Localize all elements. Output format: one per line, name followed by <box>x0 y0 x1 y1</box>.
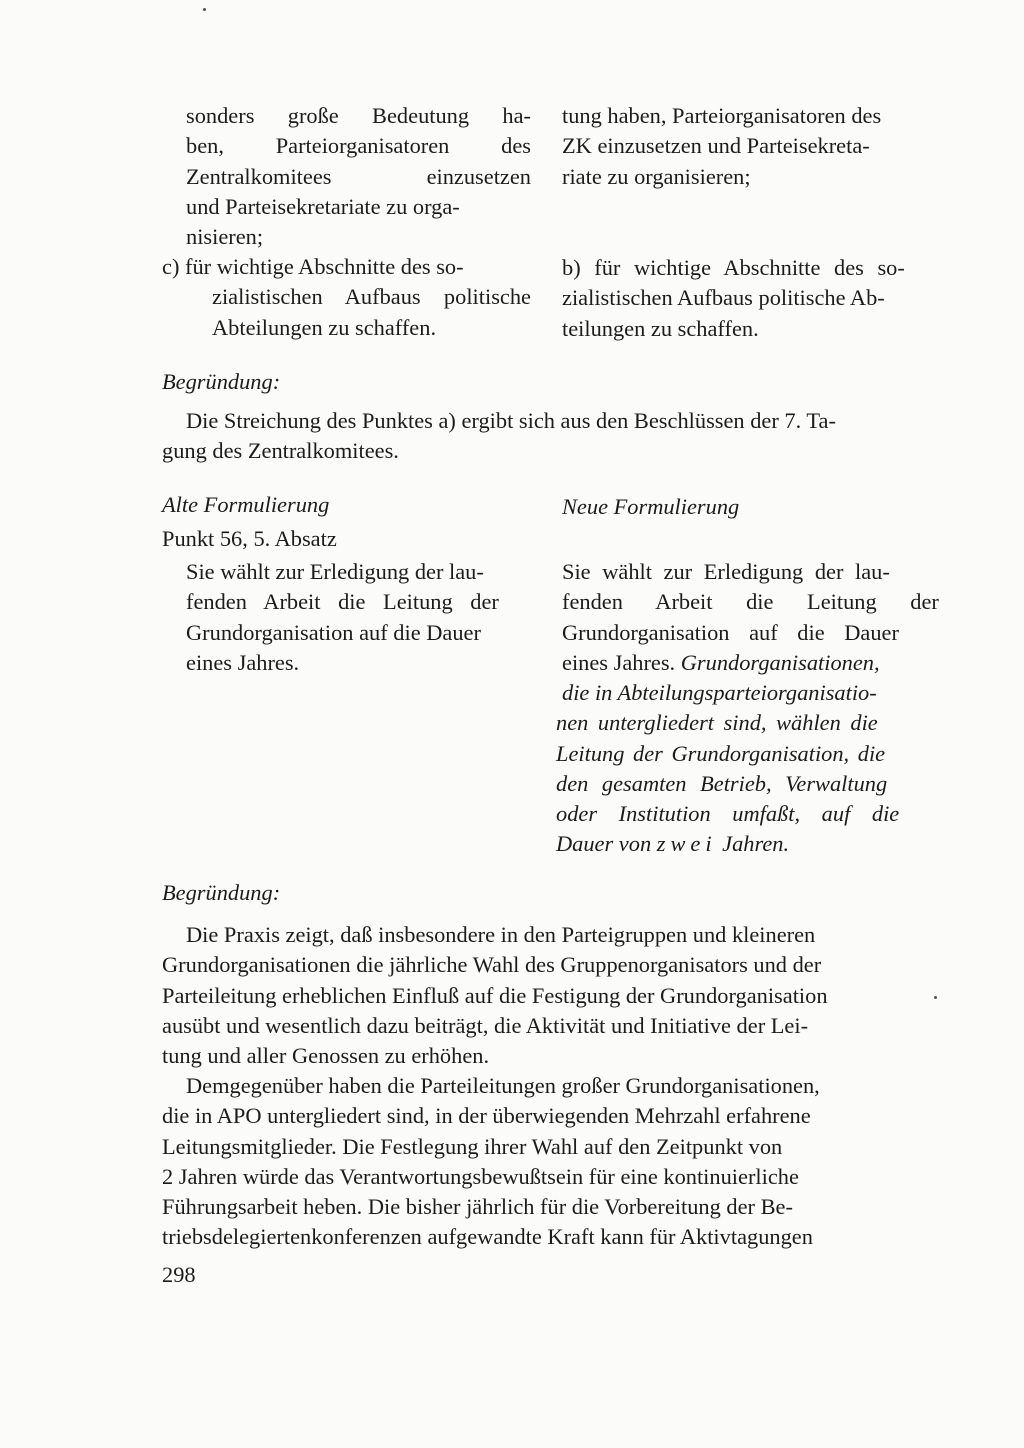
new-text-italic <box>556 678 930 860</box>
scan-speck <box>934 996 937 999</box>
text-line: die in Abteilungsparteiorganisatio- <box>562 680 877 705</box>
text-line: nisieren; <box>186 224 264 250</box>
text-line <box>556 829 930 859</box>
text-line: und Parteisekretariate zu orga- <box>186 193 460 219</box>
text-line: b) für wichtige Abschnitte des so- <box>562 255 905 280</box>
text-line: triebsdelegiertenkonferenzen aufgewandte Kraft kann für Aktivtagungen <box>162 1224 813 1250</box>
text-line: fenden Arbeit die Leitung der <box>562 589 939 615</box>
text-line: zialistischen Aufbaus politische Ab- <box>562 285 885 311</box>
top-left-column <box>186 101 531 252</box>
new-text <box>562 557 939 678</box>
text-line: zialistischen Aufbaus politische <box>212 284 531 310</box>
text-line: teilungen zu schaffen. <box>562 315 759 341</box>
reason-heading: Begründung: <box>162 369 281 394</box>
reason1-paragraph <box>186 406 930 436</box>
reason-heading-2: Begründung: <box>162 880 281 905</box>
text-line: Sie wählt zur Erledigung der lau- <box>186 559 484 584</box>
text-line: eines Jahres. <box>186 649 300 675</box>
text-line: sonders große Bedeutung ha- <box>186 103 531 128</box>
text-line: Demgegenüber haben die Parteileitungen großer Grundorganisationen, <box>186 1073 820 1098</box>
text-line: ben, Parteiorganisatoren des <box>186 133 531 159</box>
text-line: Die Streichung des Punktes a) ergibt sich aus den Beschlüssen der 7. Ta- <box>186 408 836 433</box>
text-line: Abteilungen zu schaffen. <box>212 314 437 340</box>
old-formulation-heading: Alte Formulierung <box>162 492 330 517</box>
text-line: tung und aller Genossen zu erhöhen. <box>162 1043 490 1069</box>
text-line: gung des Zentralkomitees. <box>162 438 399 463</box>
new-formulation-heading: Neue Formulierung <box>562 494 740 519</box>
text-line: Grundorganisation auf die Dauer <box>186 619 481 645</box>
text-line: c) für wichtige Abschnitte des so- <box>162 254 464 279</box>
text-line: den gesamten Betrieb, Verwaltung <box>556 770 888 796</box>
text-line: ZK einzusetzen und Parteisekreta- <box>562 133 870 159</box>
text-line <box>562 648 930 678</box>
text-line: Führungsarbeit heben. Die bisher jährlich für die Vorbereitung der Be- <box>162 1194 793 1220</box>
scan-speck <box>203 8 206 11</box>
text-line: nen untergliedert sind, wählen die <box>556 710 878 736</box>
top-right-column <box>562 101 930 192</box>
text-line: Leitungsmitglieder. Die Festlegung ihrer Wahl auf den Zeitpunkt von <box>162 1133 783 1159</box>
point-reference: Punkt 56, 5. Absatz <box>162 526 337 551</box>
item-c <box>162 252 531 343</box>
page-number: 298 <box>162 1262 196 1287</box>
text-line: Grundorganisation auf die Dauer <box>562 619 899 645</box>
text-line: Sie wählt zur Erledigung der lau- <box>562 559 890 584</box>
italic-segment: Grundorganisationen, <box>680 649 880 675</box>
text-line: fenden Arbeit die Leitung der <box>186 589 499 615</box>
text-line: Die Praxis zeigt, daß insbesondere in den Parteigruppen und kleineren <box>186 922 816 947</box>
text-line: Grundorganisationen die jährliche Wahl des Gruppenorganisators und der <box>162 952 822 978</box>
text-line: Zentralkomitees einzusetzen <box>186 163 531 189</box>
old-text <box>186 557 531 678</box>
spaced-segment: zwei <box>656 831 717 857</box>
text-segment: Dauer von <box>556 831 657 857</box>
text-line: oder Institution umfaßt, auf die <box>556 801 900 827</box>
text-line: Parteileitung erheblichen Einfluß auf die Festigung der Grundorganisation <box>162 982 828 1008</box>
text-line: tung haben, Parteiorganisatoren des <box>562 103 882 128</box>
reason2-paragraph-1 <box>162 920 930 1071</box>
reason1-paragraph-cont <box>162 436 399 466</box>
text-segment: eines Jahres. <box>562 649 681 675</box>
text-segment: Jahren. <box>716 831 790 857</box>
text-line: 2 Jahren würde das Verantwortungsbewußtsein für eine kontinuierliche <box>162 1163 799 1189</box>
item-b <box>562 253 930 344</box>
text-line: riate zu organisieren; <box>562 163 751 189</box>
reason2-paragraph-2 <box>162 1071 930 1253</box>
text-line: Leitung der Grundorganisation, die <box>556 740 886 766</box>
text-line: ausübt und wesentlich dazu beiträgt, die Aktivität und Initiative der Lei- <box>162 1012 809 1038</box>
text-line: die in APO untergliedert sind, in der überwiegenden Mehrzahl erfahrene <box>162 1103 811 1129</box>
